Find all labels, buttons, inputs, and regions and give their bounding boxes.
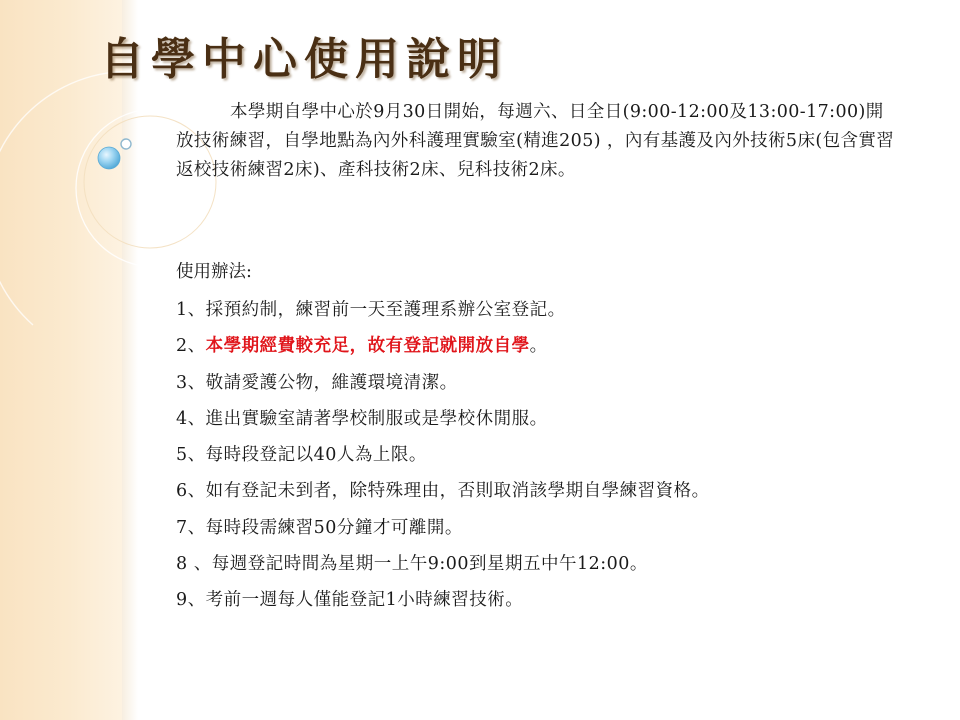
rule-number: 8 、 — [176, 554, 212, 575]
slide-title: 自學中心使用說明 — [100, 34, 508, 85]
rule-item-4 — [176, 401, 916, 437]
rule-text: 每週登記時間為星期一上午9:00到星期五中午12:00。 — [211, 554, 648, 575]
rule-tail: 。 — [529, 336, 548, 357]
intro-paragraph: 本學期自學中心於9月30日開始，每週六、日全日(9:00-12:00及13:00-17:00)開放技術練習，自學地點為內外科護理實驗室(精進205) ，內有基護及內外技術5床(包含實習返校技術練習2床)、產科技術2床、兒科技術2床。 — [176, 102, 895, 180]
rule-text: 每時段需練習50分鐘才可離開。 — [205, 517, 463, 538]
rule-number: 2、 — [176, 336, 206, 357]
usage-rules — [176, 257, 916, 619]
rules-heading: 使用辦法: — [176, 262, 252, 282]
rule-text: 如有登記未到者，除特殊理由，否則取消該學期自學練習資格。 — [205, 481, 710, 502]
rule-item-6 — [176, 473, 916, 509]
blue-orb-icon — [98, 147, 120, 169]
rule-text: 進出實驗室請著學校制服或是學校休閒服。 — [205, 408, 548, 429]
rule-text: 採預約制，練習前一天至護理系辦公室登記。 — [205, 300, 566, 320]
rule-item-2 — [176, 328, 916, 364]
rule-number: 3、 — [176, 372, 206, 393]
rule-number: 1、 — [176, 300, 206, 320]
rule-number: 9、 — [176, 590, 206, 611]
rule-text: 每時段登記以40人為上限。 — [205, 445, 427, 466]
rule-item-7 — [176, 510, 916, 546]
rule-number: 6、 — [176, 481, 206, 502]
rule-number: 5、 — [176, 445, 206, 466]
rule-item-8 — [176, 546, 916, 582]
rule-number: 7、 — [176, 517, 206, 538]
rule-item-3 — [176, 365, 916, 401]
rule-item-9 — [176, 582, 916, 618]
rule-item-5 — [176, 437, 916, 473]
small-ring-dot — [121, 139, 131, 149]
rule-number: 4、 — [176, 408, 206, 429]
rule-item-1 — [176, 292, 916, 328]
rule-text: 敬請愛護公物，維護環境清潔。 — [205, 372, 458, 393]
rule-highlight-text: 本學期經費較充足，故有登記就開放自學 — [205, 336, 530, 357]
rule-text: 考前一週每人僅能登記1小時練習技術。 — [205, 590, 524, 611]
